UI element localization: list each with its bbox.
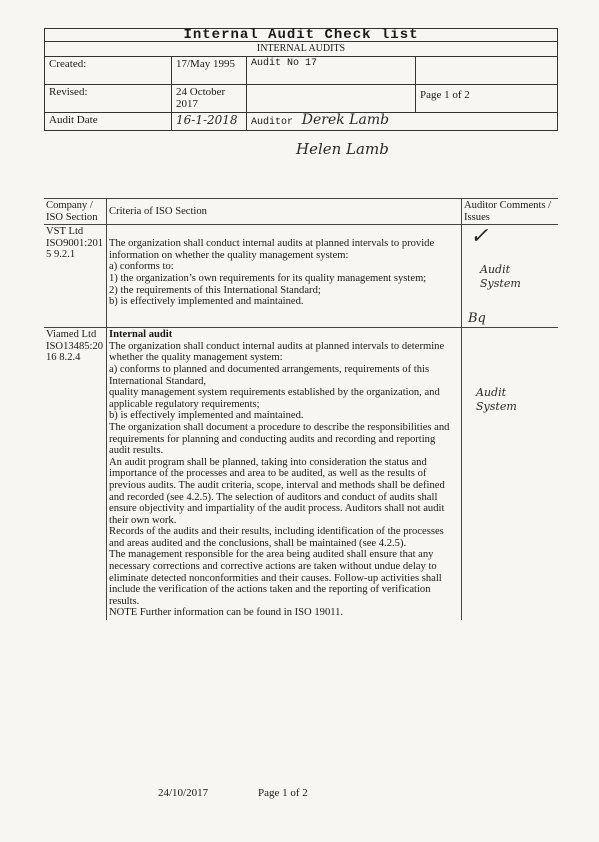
auditor-signature-2: Helen Lamb bbox=[296, 140, 389, 158]
empty-cell bbox=[416, 57, 558, 85]
criteria-text: 2) the requirements of this International Standard; bbox=[109, 284, 321, 296]
criteria-text: 1) the organization’s own requirements for its quality management system; bbox=[109, 272, 427, 284]
auditor-comment: Audit System bbox=[476, 386, 517, 414]
company-cell bbox=[44, 225, 107, 328]
created-label: Created: bbox=[45, 57, 172, 85]
footer-date: 24/10/2017 bbox=[158, 787, 209, 799]
page-indicator: Page 1 of 2 bbox=[416, 85, 558, 113]
checklist-table bbox=[44, 198, 558, 620]
criteria-text: b) is effectively implemented and maintained. bbox=[109, 296, 304, 308]
audit-number: Audit No 17 bbox=[247, 57, 416, 85]
empty-cell bbox=[247, 85, 416, 113]
table-row bbox=[44, 225, 558, 328]
auditor-comment: Audit System bbox=[480, 263, 521, 291]
criteria-cell bbox=[107, 328, 462, 620]
criteria-text: The organization shall conduct internal audits at planned intervals to provide information on whether the quality management system: bbox=[109, 238, 435, 261]
criteria-text: The organization shall conduct internal audits at planned intervals to determine whether the quality management system: bbox=[109, 340, 445, 364]
criteria-text: b) is effectively implemented and maintained. bbox=[109, 410, 304, 422]
audit-date-value: 16-1-2018 bbox=[172, 113, 247, 131]
header-table bbox=[44, 28, 558, 131]
checkmark-icon: ✓ bbox=[470, 224, 489, 250]
criteria-text: The management responsible for the area being audited shall ensure that any necessary corrections and corrective actions are taken without undue delay to eliminate detected nonconformities and their causes. Follow-up activities shall include the verification of the actions taken and the reporting of verification results. bbox=[109, 549, 442, 607]
comment-cell bbox=[462, 328, 559, 620]
criteria-heading: Internal audit bbox=[109, 329, 173, 341]
col-company-header: Company / ISO Section bbox=[44, 199, 107, 225]
col-comments-header: Auditor Comments / Issues bbox=[462, 199, 559, 225]
criteria-cell bbox=[107, 225, 462, 328]
document-title: Internal Audit Check list bbox=[45, 29, 558, 42]
criteria-text: An audit program shall be planned, taking into consideration the status and importance of the processes and area to be audited, as well as the results of previous audits. The audit criteria, scope, interval and methods shall be defined and recorded (see 4.2.5). The selection of auditors and conduct of audits shall ensure objectivity and impartiality of the audit process. Auditors shall not audit their own work. bbox=[109, 456, 445, 526]
footer-page: Page 1 of 2 bbox=[258, 787, 308, 799]
auditor-label: Auditor bbox=[251, 117, 294, 128]
company-name: VST Ltd bbox=[46, 226, 84, 238]
company-cell bbox=[44, 328, 107, 620]
col-criteria-header: Criteria of ISO Section bbox=[107, 199, 462, 225]
revised-value: 24 October 2017 bbox=[172, 85, 247, 113]
criteria-text: a) conforms to: bbox=[109, 261, 174, 273]
company-name: Viamed Ltd bbox=[46, 329, 97, 341]
criteria-text: The organization shall document a procedure to describe the responsibilities and requirements for planning and conducting audits and recording and reporting audit results. bbox=[109, 421, 450, 457]
iso-section: ISO9001:2015 9.2.1 bbox=[46, 237, 104, 261]
criteria-text: quality management system requirements established by the organization, and applicable regulatory requirements; bbox=[109, 387, 440, 410]
audit-date-label: Audit Date bbox=[45, 113, 172, 131]
table-header-row bbox=[44, 199, 558, 225]
comment-cell bbox=[462, 225, 559, 328]
revised-label: Revised: bbox=[45, 85, 172, 113]
created-value: 17/May 1995 bbox=[172, 57, 247, 85]
document-subtitle: INTERNAL AUDITS bbox=[45, 42, 558, 57]
criteria-text: Records of the audits and their results, including identification of the processes and areas audited and the conclusions, shall be maintained (see 4.2.5). bbox=[109, 526, 444, 549]
criteria-text: NOTE Further information can be found in ISO 19011. bbox=[109, 607, 344, 619]
criteria-text: a) conforms to planned and documented arrangements, requirements of this International Standard, bbox=[109, 363, 430, 387]
auditor-cell bbox=[247, 113, 558, 131]
iso-section: ISO13485:2016 8.2.4 bbox=[46, 340, 104, 364]
table-row bbox=[44, 328, 558, 620]
auditor-initials: Bq bbox=[468, 311, 486, 327]
auditor-signature-1: Derek Lamb bbox=[301, 112, 390, 128]
